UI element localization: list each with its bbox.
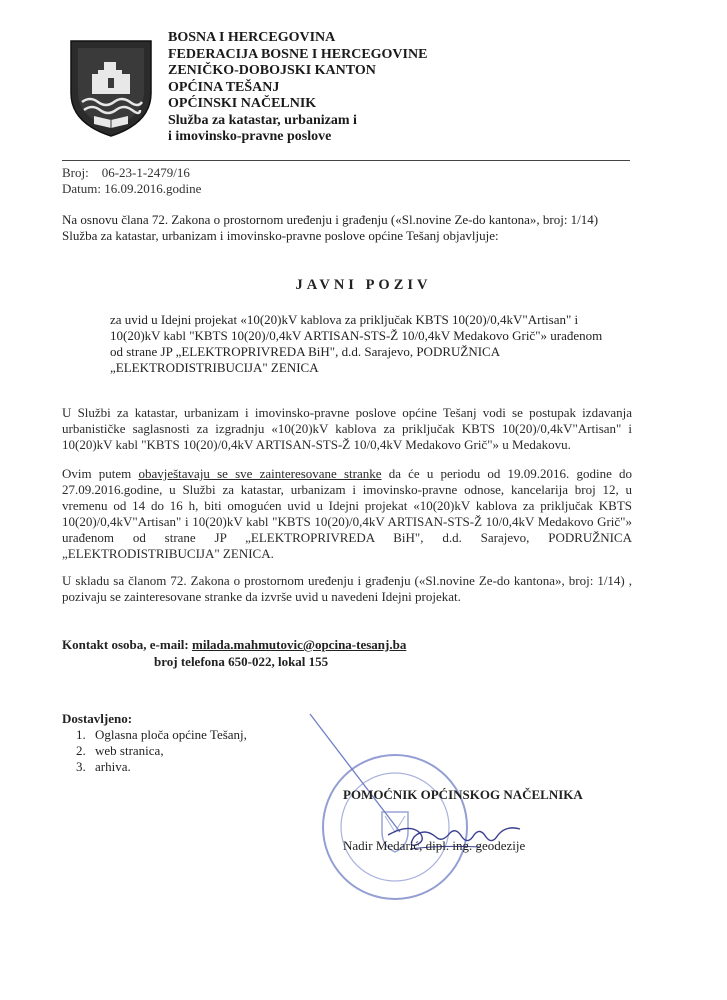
header-line-service-2: i imovinsko-pravne poslove (168, 129, 332, 144)
header-line-canton: ZENIČKO-DOBOJSKI KANTON (168, 63, 376, 78)
paragraph-notice (62, 466, 632, 562)
document-title: JAVNI POZIV (295, 277, 432, 293)
distribution-item: 3. arhiva. (89, 759, 247, 775)
reference-date: Datum: 16.09.2016.godine (62, 181, 202, 196)
coat-of-arms-logo (68, 38, 154, 138)
subject-block (110, 312, 630, 376)
official-stamp (290, 712, 520, 912)
contact-phone: broj telefona 650-022, lokal 155 (154, 654, 329, 669)
contact-block (62, 636, 406, 670)
signatory-name: Nadir Medarić, dipl. ing. geodezije (343, 838, 526, 853)
intro-line-2: Služba za katastar, urbanizam i imovinsko-pravne poslove općine Tešanj objavljuje: (62, 228, 499, 243)
notice-lead: Ovim putem (62, 466, 139, 481)
subject-line-2: 10(20)kV kabl "KBTS 10(20)/0,4kV ARTISAN-STS-Ž 10/0,4kV Medakovo Grič"» urađenom (110, 328, 603, 343)
intro-line-1: Na osnovu člana 72. Zakona o prostornom uređenju i građenju («Sl.novine Ze-do kantona», broj: 1/14) (62, 212, 599, 227)
contact-email-link[interactable]: milada.mahmutovic@opcina-tesanj.ba (192, 637, 407, 652)
header-divider (62, 160, 630, 161)
distribution-label: Dostavljeno: (62, 711, 133, 726)
distribution-item: 2. web stranica, (89, 743, 247, 759)
paragraph-legal-basis: U skladu sa članom 72. Zakona o prostornom uređenju i građenju («Sl.novine Ze-do kantona», broj: 1/14) , pozivaju se zainteresovane stranke da izvrše uvid u navedeni Idejni projekat. (62, 573, 632, 604)
subject-line-3: od strane JP „ELEKTROPRIVREDA BiH", d.d. Sarajevo, PODRUŽNICA (110, 344, 501, 359)
paragraph-procedure: U Službi za katastar, urbanizam i imovinsko-pravne poslove općine Tešanj vodi se postupak izdavanja urbanističke saglasnosti za izgradnju «10(20)kV kablova za priključak KBTS 10(20)/0,4kV"Artisan" i 10(20)kV kabl "KBTS 10(20)/0,4kV ARTISAN-STS-Ž 10/0,4kV Medakovo Grič"» u Medakovu. (62, 405, 632, 452)
signatory-title: POMOĆNIK OPĆINSKOG NAČELNIKA (343, 787, 583, 802)
header-line-mayor: OPĆINSKI NAČELNIK (168, 96, 317, 111)
institution-header (168, 30, 427, 146)
notice-rest: da će u periodu od 19.09.2016. godine do 27.09.2016.godine, u Službi za katastar, urbanizam i imovinsko-pravne odnose, kancelarija broj 12, u vremenu od 14 do 16 h, biti omogućen uvid u Idejni projekat «10(20)kV kablova za priključak KBTS 10(20)/0,4kV"Artisan" i 10(20)kV kabl "KBTS 10(20)/0,4kV ARTISAN-STS-Ž 10/0,4kV Medakovo Grič"» urađenom od strane JP „ELEKTROPRIVREDA BiH", d.d. Sarajevo, PODRUŽNICA „ELEKTRODISTRIBUCIJA" ZENICA. (62, 466, 633, 561)
header-line-federation: FEDERACIJA BOSNE I HERCEGOVINE (168, 46, 428, 62)
subject-line-4: „ELEKTRODISTRIBUCIJA" ZENICA (110, 360, 319, 375)
subject-line-1: za uvid u Idejni projekat «10(20)kV kablova za priključak KBTS 10(20)/0,4kV"Artisan" i (110, 312, 579, 327)
header-line-country: BOSNA I HERCEGOVINA (168, 30, 336, 45)
contact-label: Kontakt osoba, e-mail: (62, 637, 192, 652)
intro-paragraph (62, 212, 632, 244)
header-line-municipality: OPĆINA TEŠANJ (168, 79, 280, 95)
document-reference (62, 165, 201, 197)
notice-underlined: obavještavaju se sve zainteresovane stranke (138, 466, 382, 481)
header-line-service-1: Služba za katastar, urbanizam i (168, 112, 357, 128)
distribution-item: 1. Oglasna ploča općine Tešanj, (89, 727, 247, 743)
distribution-list (62, 711, 247, 775)
reference-number: Broj: 06-23-1-2479/16 (62, 165, 190, 180)
